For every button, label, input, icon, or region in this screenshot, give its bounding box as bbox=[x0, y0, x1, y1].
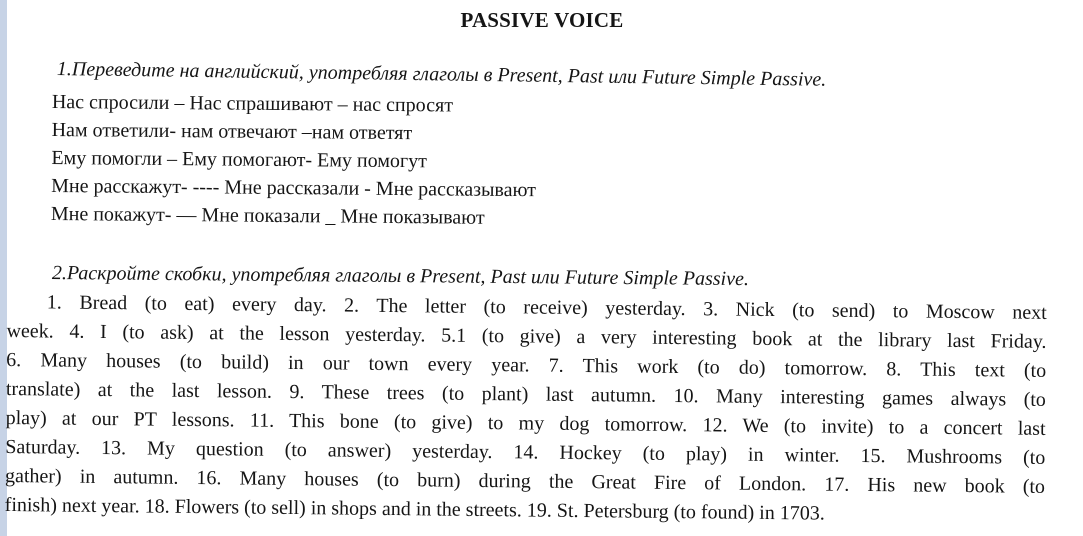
task2-paragraph-line: gather) in autumn. 16. Many houses (to burn) during the Great Fire of London. 17. His new book (to bbox=[4, 464, 1046, 498]
task2-heading: 2.Раскройте скобки, употребляя глаголы в Present, Past или Future Simple Passive. bbox=[51, 262, 750, 291]
task1-sentence: Ему помогли – Ему помогают- Ему помогут bbox=[51, 146, 428, 173]
task1-sentence: Нас спросили – Нас спрашивают – нас спросят bbox=[51, 90, 454, 117]
task1-sentence: Нам ответили- нам отвечают –нам ответят bbox=[51, 118, 413, 145]
task2-paragraph-line: translate) at the last lesson. 9. These trees (to plant) last autumn. 10. Many interesting games always (to bbox=[5, 377, 1047, 411]
task2-paragraph-line: Saturday. 13. My question (to answer) yesterday. 14. Hockey (to play) in winter. 15. Mushrooms (to bbox=[5, 435, 1046, 469]
task1-sentence-list bbox=[51, 88, 537, 232]
task2-paragraph-line: week. 4. I (to ask) at the lesson yesterday. 5.1 (to give) a very interesting book at the library last Friday. bbox=[6, 319, 1047, 353]
task2-paragraph-line: 6. Many houses (to build) in our town every year. 7. This work (to do) tomorrow. 8. This text (to bbox=[6, 348, 1047, 382]
task2-paragraph-line: 1. Bread (to eat) every day. 2. The letter (to receive) yesterday. 3. Nick (to send) to Moscow next bbox=[46, 291, 1047, 324]
task1-sentence: Мне покажут- — Мне показали _ Мне показывают bbox=[50, 202, 485, 229]
task2-paragraph-line: play) at our PT lessons. 11. This bone (to give) to my dog tomorrow. 12. We (to invite) to a concert last bbox=[5, 406, 1046, 440]
task1-sentence: Мне расскажут- ---- Мне рассказали - Мне рассказывают bbox=[51, 174, 537, 202]
task2-paragraph-line: finish) next year. 18. Flowers (to sell) in shops and in the streets. 19. St. Petersburg (to found) in 1703. bbox=[4, 493, 825, 525]
document-page bbox=[4, 0, 1077, 536]
task1-heading: 1.Переведите на английский, употребляя глаголы в Present, Past или Future Simple Passive. bbox=[56, 58, 827, 91]
task2-exercise-paragraph bbox=[5, 288, 1047, 531]
page-title: PASSIVE VOICE bbox=[460, 8, 624, 32]
